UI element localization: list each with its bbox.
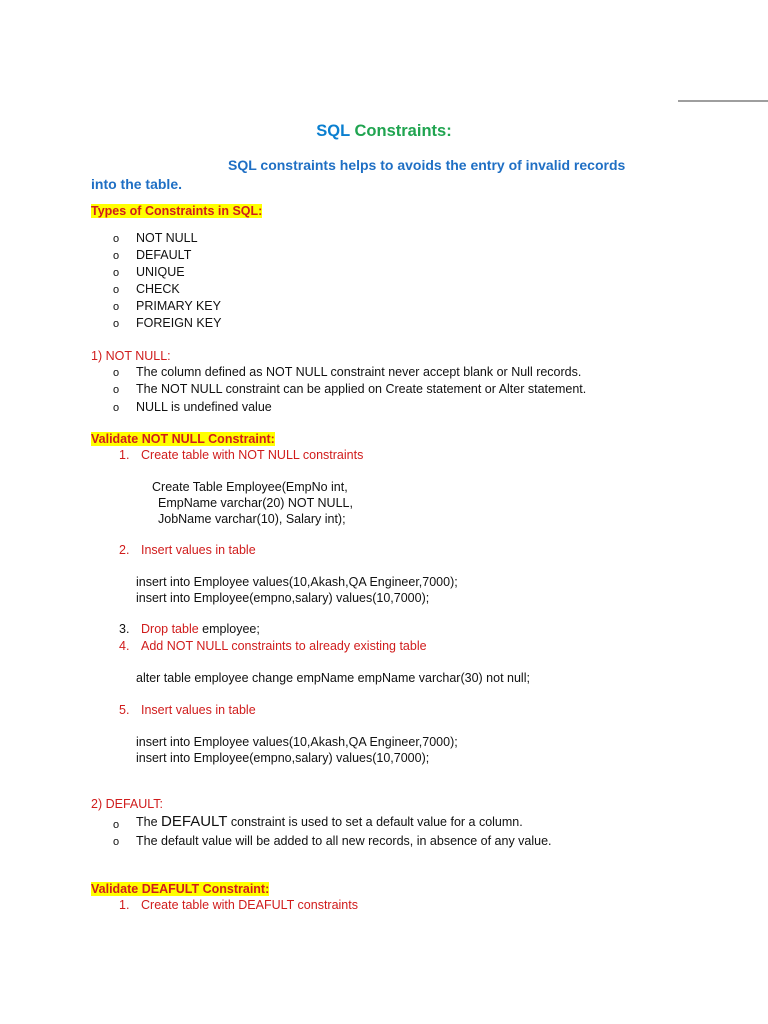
step-text: Insert values in table — [141, 543, 256, 557]
step-text — [141, 622, 260, 636]
code-line: alter table employee change empName empName varchar(30) not null; — [136, 671, 530, 685]
step-text: Create table with NOT NULL constraints — [141, 448, 364, 462]
bullet-icon: o — [113, 402, 120, 414]
header-rule — [678, 100, 768, 102]
list-item: NOT NULL — [136, 231, 198, 245]
notnull-point: NULL is undefined value — [136, 400, 272, 414]
bullet-icon: o — [113, 318, 120, 330]
title-sql: SQL — [316, 122, 350, 140]
validate-notnull-heading: Validate NOT NULL Constraint: — [91, 432, 275, 446]
bullet-icon: o — [113, 301, 120, 313]
subtitle-line1: SQL constraints helps to avoids the entry of invalid records — [228, 157, 626, 173]
types-heading-wrap — [91, 204, 262, 218]
step-number: 3. — [119, 622, 130, 636]
code-line: insert into Employee(empno,salary) values(10,7000); — [136, 751, 430, 765]
code-line: insert into Employee(empno,salary) values(10,7000); — [136, 591, 430, 605]
default-point: The default value will be added to all new records, in absence of any value. — [136, 834, 552, 848]
bullet-icon: o — [113, 250, 120, 262]
title-rest: Constraints: — [354, 122, 452, 140]
list-item: UNIQUE — [136, 265, 185, 279]
code-line: insert into Employee values(10,Akash,QA Engineer,7000); — [136, 735, 458, 749]
list-item: CHECK — [136, 282, 180, 296]
bullet-icon: o — [113, 233, 120, 245]
step-text: Add NOT NULL constraints to already existing table — [141, 639, 427, 653]
validate-default-heading: Validate DEAFULT Constraint: — [91, 882, 270, 896]
bullet-icon: o — [113, 267, 120, 279]
notnull-point: The NOT NULL constraint can be applied on Create statement or Alter statement. — [136, 382, 587, 396]
code-line: EmpName varchar(20) NOT NULL, — [158, 496, 353, 510]
subtitle-line2: into the table. — [91, 176, 182, 192]
notnull-point: The column defined as NOT NULL constraint never accept blank or Null records. — [136, 365, 582, 379]
code-line: Create Table Employee(EmpNo int, — [152, 480, 348, 494]
page-title — [0, 122, 768, 141]
list-item: FOREIGN KEY — [136, 316, 222, 330]
default-point-pre: The — [136, 815, 162, 829]
bullet-icon: o — [113, 284, 120, 296]
notnull-heading: 1) NOT NULL: — [91, 349, 171, 363]
list-item: DEFAULT — [136, 248, 192, 262]
bullet-icon: o — [113, 836, 120, 848]
step-number: 5. — [119, 703, 130, 717]
bullet-icon: o — [113, 367, 120, 379]
step-number: 1. — [119, 898, 130, 912]
default-point-post: constraint is used to set a default value for a column. — [227, 815, 523, 829]
step-number: 4. — [119, 639, 130, 653]
validate-notnull-wrap — [91, 432, 275, 446]
default-point — [136, 813, 523, 830]
step-text-red: Drop table — [141, 622, 199, 636]
step-number: 2. — [119, 543, 130, 557]
list-item: PRIMARY KEY — [136, 299, 221, 313]
bullet-icon: o — [113, 819, 120, 831]
step-number: 1. — [119, 448, 130, 462]
types-heading: Types of Constraints in SQL: — [91, 204, 263, 218]
code-line: insert into Employee values(10,Akash,QA Engineer,7000); — [136, 575, 458, 589]
default-point-keyword: DEFAULT — [161, 813, 228, 830]
default-heading: 2) DEFAULT: — [91, 797, 164, 811]
validate-default-wrap — [91, 882, 269, 896]
code-line: JobName varchar(10), Salary int); — [158, 512, 346, 526]
step-text-black: employee; — [198, 622, 260, 636]
step-text: Insert values in table — [141, 703, 256, 717]
bullet-icon: o — [113, 384, 120, 396]
step-text: Create table with DEAFULT constraints — [141, 898, 358, 912]
